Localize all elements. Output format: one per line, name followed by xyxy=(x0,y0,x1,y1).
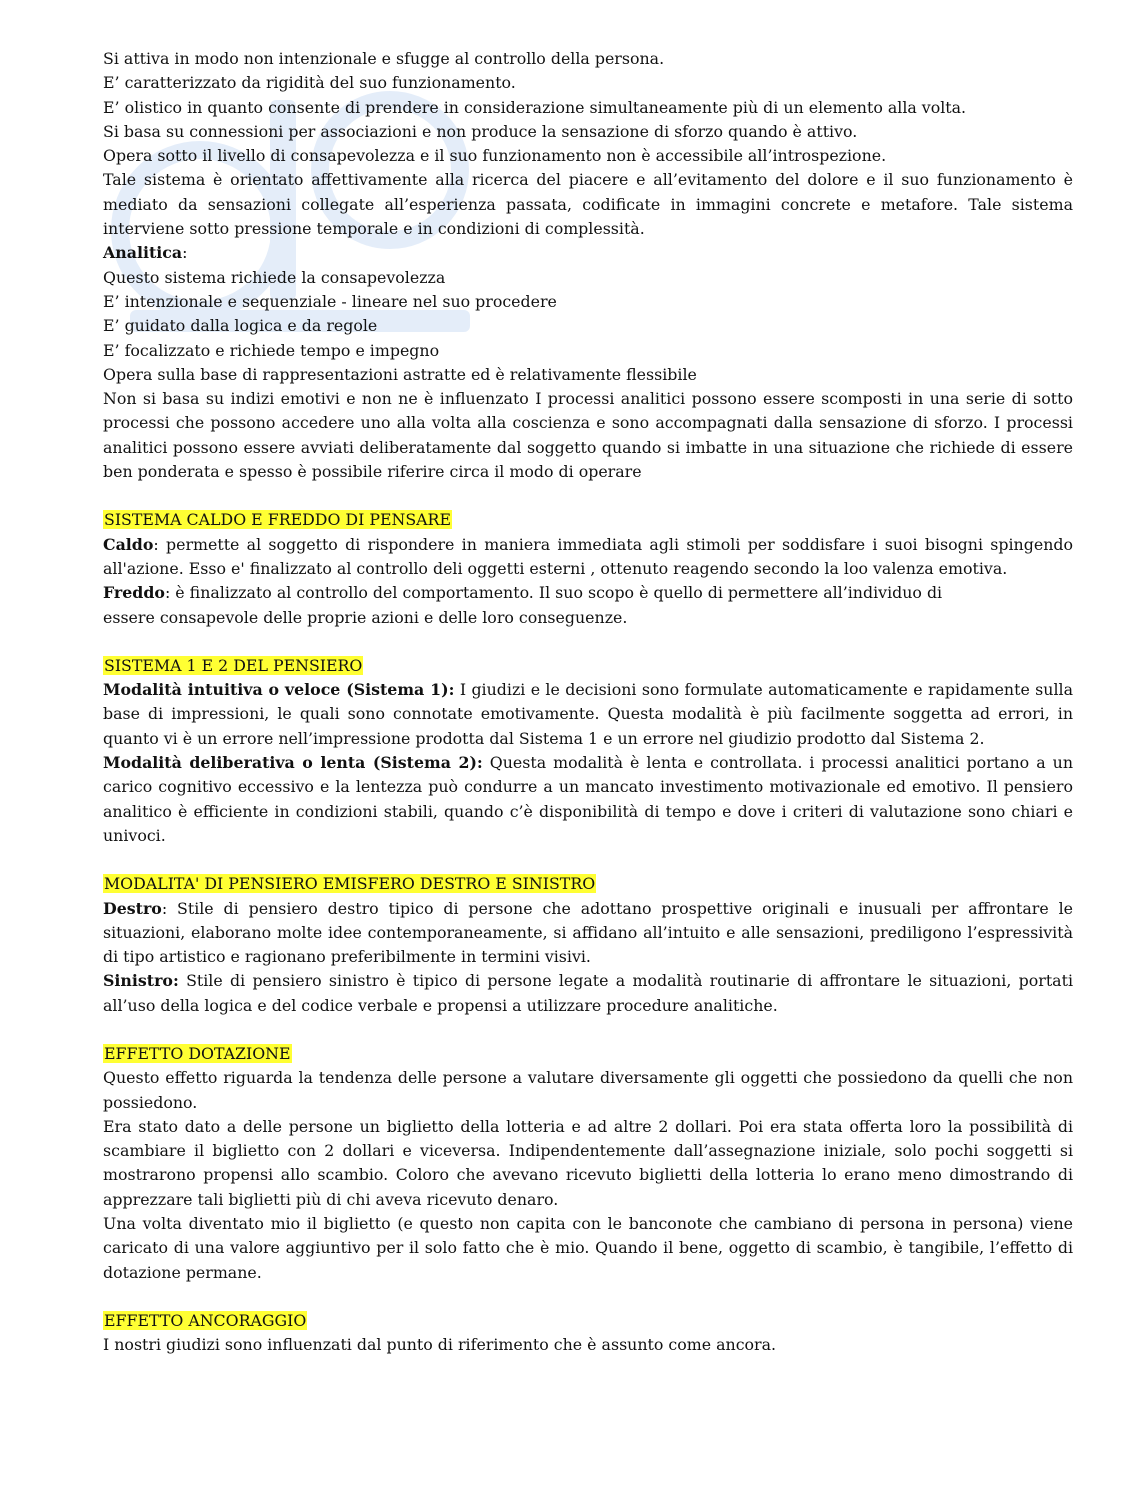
freddo-paragraph xyxy=(103,581,1073,605)
destro-text: : Stile di pensiero destro tipico di persone che adottano prospettive originali e inusuali per affrontare le situazioni, elaborano molte idee contemporaneamente, si affidano all’intuito e alle sensazioni, prediligono l’espressività di tipo artistico e ragionano preferibilmente in termini visivi. xyxy=(103,898,1073,967)
freddo-label: Freddo xyxy=(103,583,165,603)
sinistro-text: Stile di pensiero sinistro è tipico di persone legate a modalità routinarie di affrontare le situazioni, portati all’uso della logica e del codice verbale e propensi a utilizzare procedure analitiche. xyxy=(103,971,1073,1015)
section-heading: EFFETTO DOTAZIONE xyxy=(104,1043,291,1063)
analitica-line: E’ guidato dalla logica e da regole xyxy=(103,316,378,336)
intro-line: E’ olistico in quanto consente di prendere in considerazione simultaneamente più di un elemento alla volta. xyxy=(103,97,967,117)
analitica-line: Opera sulla base di rappresentazioni astratte ed è relativamente flessibile xyxy=(103,364,697,384)
caldo-label: Caldo xyxy=(103,534,154,554)
sistema-2-label: Modalità deliberativa o lenta (Sistema 2): xyxy=(103,753,483,773)
freddo-paragraph-cont: essere consapevole delle proprie azioni e delle loro conseguenze. xyxy=(103,607,628,627)
section-emisfero xyxy=(103,872,1073,896)
section-caldo-freddo xyxy=(103,508,1073,532)
sistema-1-text: I giudizi e le decisioni sono formulate automaticamente e rapidamente sulla base di impressioni, le quali sono connotate emotivamente. Questa modalità è più facilmente soggetta ad errori, in quanto vi è un errore nell’impressione prodotta dal Sistema 1 e un errore nel giudizio prodotto dal Sistema 2. xyxy=(103,680,1073,748)
document-page xyxy=(103,47,1073,1358)
section-sistema-1-2 xyxy=(103,654,1073,678)
section-heading: SISTEMA CALDO E FREDDO DI PENSARE xyxy=(104,510,451,530)
section-heading: MODALITA' DI PENSIERO EMISFERO DESTRO E SINISTRO xyxy=(104,874,596,894)
section-heading: SISTEMA 1 E 2 DEL PENSIERO xyxy=(104,655,363,675)
intro-paragraph: Tale sistema è orientato affettivamente alla ricerca del piacere e all’evitamento del dolore e il suo funzionamento è mediato da sensazioni collegate all’esperienza passata, codificate in immagini concrete e metafore. Tale sistema interviene sotto pressione temporale e in condizioni di complessità. xyxy=(103,170,1073,239)
freddo-text: : è finalizzato al controllo del comportamento. Il suo scopo è quello di permettere all’individuo di xyxy=(164,583,943,603)
analitica-label: Analitica xyxy=(103,243,183,263)
intro-line: Opera sotto il livello di consapevolezza e il suo funzionamento non è accessibile all’introspezione. xyxy=(103,146,887,166)
sistema-1-paragraph xyxy=(103,678,1073,751)
sistema-1-label: Modalità intuitiva o veloce (Sistema 1): xyxy=(103,680,455,700)
analitica-heading xyxy=(103,241,1073,265)
intro-line: Si attiva in modo non intenzionale e sfugge al controllo della persona. xyxy=(103,49,665,68)
analitica-line: Questo sistema richiede la consapevolezza xyxy=(103,267,446,287)
section-ancoraggio xyxy=(103,1309,1073,1333)
caldo-paragraph xyxy=(103,533,1073,582)
destro-paragraph xyxy=(103,897,1073,970)
sistema-2-paragraph xyxy=(103,751,1073,848)
analitica-colon: : xyxy=(182,243,188,263)
sinistro-paragraph xyxy=(103,969,1073,1018)
destro-label: Destro xyxy=(103,898,162,918)
intro-line: Si basa su connessioni per associazioni e non produce la sensazione di sforzo quando è attivo. xyxy=(103,121,858,141)
analitica-line: E’ focalizzato e richiede tempo e impegno xyxy=(103,340,440,360)
analitica-paragraph: Non si basa su indizi emotivi e non ne è influenzato I processi analitici possono essere scomposti in una serie di sotto processi che possono accedere uno alla volta alla coscienza e sono accompagnati dalla sensazione di sforzo. I processi analitici possono essere avviati deliberatamente dal soggetto quando si imbatte in una situazione che richiede di essere ben ponderata e spesso è possibile riferire circa il modo di operare xyxy=(103,389,1073,482)
analitica-line: E’ intenzionale e sequenziale - lineare nel suo procedere xyxy=(103,291,557,311)
section-heading: EFFETTO ANCORAGGIO xyxy=(104,1310,307,1330)
intro-line: E’ caratterizzato da rigidità del suo funzionamento. xyxy=(103,73,516,93)
section-dotazione xyxy=(103,1042,1073,1066)
ancoraggio-paragraph: I nostri giudizi sono influenzati dal punto di riferimento che è assunto come ancora. xyxy=(103,1335,777,1355)
sinistro-label: Sinistro: xyxy=(103,971,179,991)
dotazione-paragraph-1: Questo effetto riguarda la tendenza delle persone a valutare diversamente gli oggetti che possiedono da quelli che non possiedono. xyxy=(103,1068,1073,1112)
dotazione-paragraph-3: Una volta diventato mio il biglietto (e questo non capita con le banconote che cambiano di persona in persona) viene caricato di una valore aggiuntivo per il solo fatto che è mio. Quando il bene, oggetto di scambio, è tangibile, l’effetto di dotazione permane. xyxy=(103,1214,1073,1282)
caldo-text: : permette al soggetto di rispondere in maniera immediata agli stimoli per soddisfare i suoi bisogni spingendo all'azione. Esso e' finalizzato al controllo deli oggetti esterni , ottenuto reagendo secondo la loo valenza emotiva. xyxy=(103,534,1073,578)
dotazione-paragraph-2: Era stato dato a delle persone un biglietto della lotteria e ad altre 2 dollari. Poi era stata offerta loro la possibilità di scambiare il biglietto con 2 dollari e viceversa. Indipendentemente dall’assegnazione iniziale, solo pochi soggetti si mostrarono propensi allo scambio. Coloro che avevano ricevuto biglietti della lotteria lo erano meno dimostrando di apprezzare tali biglietti più di chi aveva ricevuto denaro. xyxy=(103,1116,1073,1209)
sistema-2-text: Questa modalità è lenta e controllata. i processi analitici portano a un carico cognitivo eccessivo e la lentezza può condurre a un mancato investimento motivazionale ed emotivo. Il pensiero analitico è efficiente in condizioni stabili, quando c’è disponibilità di tempo e dove i criteri di valutazione sono chiari e univoci. xyxy=(103,753,1073,845)
